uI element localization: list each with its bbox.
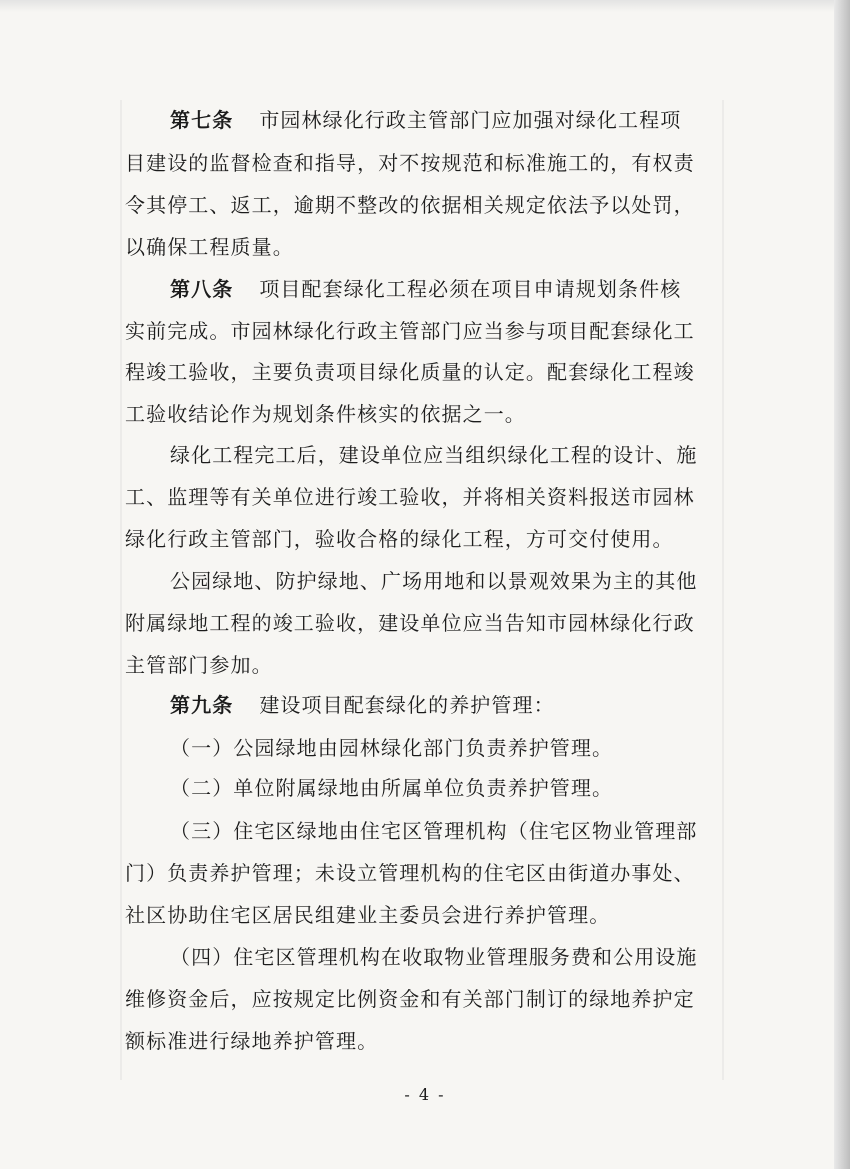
paragraph-parks-line-2: 附属绿地工程的竣工验收，建设单位应当告知市园林绿化行政 <box>125 611 695 635</box>
item-3-line-3: 社区协助住宅区居民组建业主委员会进行养护管理。 <box>125 903 611 927</box>
paragraph-parks-line-3: 主管部门参加。 <box>125 653 273 677</box>
item-4-line-2: 维修资金后，应按规定比例资金和有关部门制订的绿地养护定 <box>125 987 695 1011</box>
scan-top-shadow <box>0 0 850 12</box>
article-8-line-2: 实前完成。市园林绿化行政主管部门应当参与项目配套绿化工 <box>125 319 695 343</box>
paragraph-completion-line-2: 工、监理等有关单位进行竣工验收，并将相关资料报送市园林 <box>125 485 695 509</box>
article-8-line-4: 工验收结论作为规划条件核实的依据之一。 <box>125 402 526 426</box>
item-4-line-1: （四）住宅区管理机构在收取物业管理服务费和公用设施 <box>170 945 698 969</box>
article-7-heading: 第七条 <box>170 108 234 132</box>
item-3-line-2: 门）负责养护管理；未设立管理机构的住宅区由街道办事处、 <box>125 861 695 885</box>
article-7-line-4: 以确保工程质量。 <box>125 235 294 259</box>
item-4-line-3: 额标准进行绿地养护管理。 <box>125 1029 379 1053</box>
page-number: - 4 - <box>404 1085 446 1104</box>
article-8-line-1: 第八条 项目配套绿化工程必须在项目申请规划条件核 <box>170 277 682 301</box>
paragraph-parks-line-1: 公园绿地、防护绿地、广场用地和以景观效果为主的其他 <box>170 569 698 593</box>
article-7-line-1: 第七条 市园林绿化行政主管部门应加强对绿化工程项 <box>170 108 682 132</box>
scan-right-edge <box>834 0 850 1169</box>
item-2: （二）单位附属绿地由所属单位负责养护管理。 <box>170 776 614 800</box>
article-8-line-3: 程竣工验收，主要负责项目绿化质量的认定。配套绿化工程竣 <box>125 360 695 384</box>
item-1: （一）公园绿地由园林绿化部门负责养护管理。 <box>170 736 614 760</box>
article-7-line-2: 目建设的监督检查和指导，对不按规范和标准施工的，有权责 <box>125 151 695 175</box>
article-8-heading: 第八条 <box>170 277 234 301</box>
article-9-line-1: 第九条 建设项目配套绿化的养护管理： <box>170 693 555 717</box>
paragraph-completion-line-3: 绿化行政主管部门，验收合格的绿化工程，方可交付使用。 <box>125 527 674 551</box>
paragraph-completion-line-1: 绿化工程完工后，建设单位应当组织绿化工程的设计、施 <box>170 443 698 467</box>
article-9-heading: 第九条 <box>170 693 234 717</box>
item-3-line-1: （三）住宅区绿地由住宅区管理机构（住宅区物业管理部 <box>170 819 698 843</box>
article-7-line-3: 令其停工、返工，逾期不整改的依据相关规定依法予以处罚， <box>125 193 695 217</box>
